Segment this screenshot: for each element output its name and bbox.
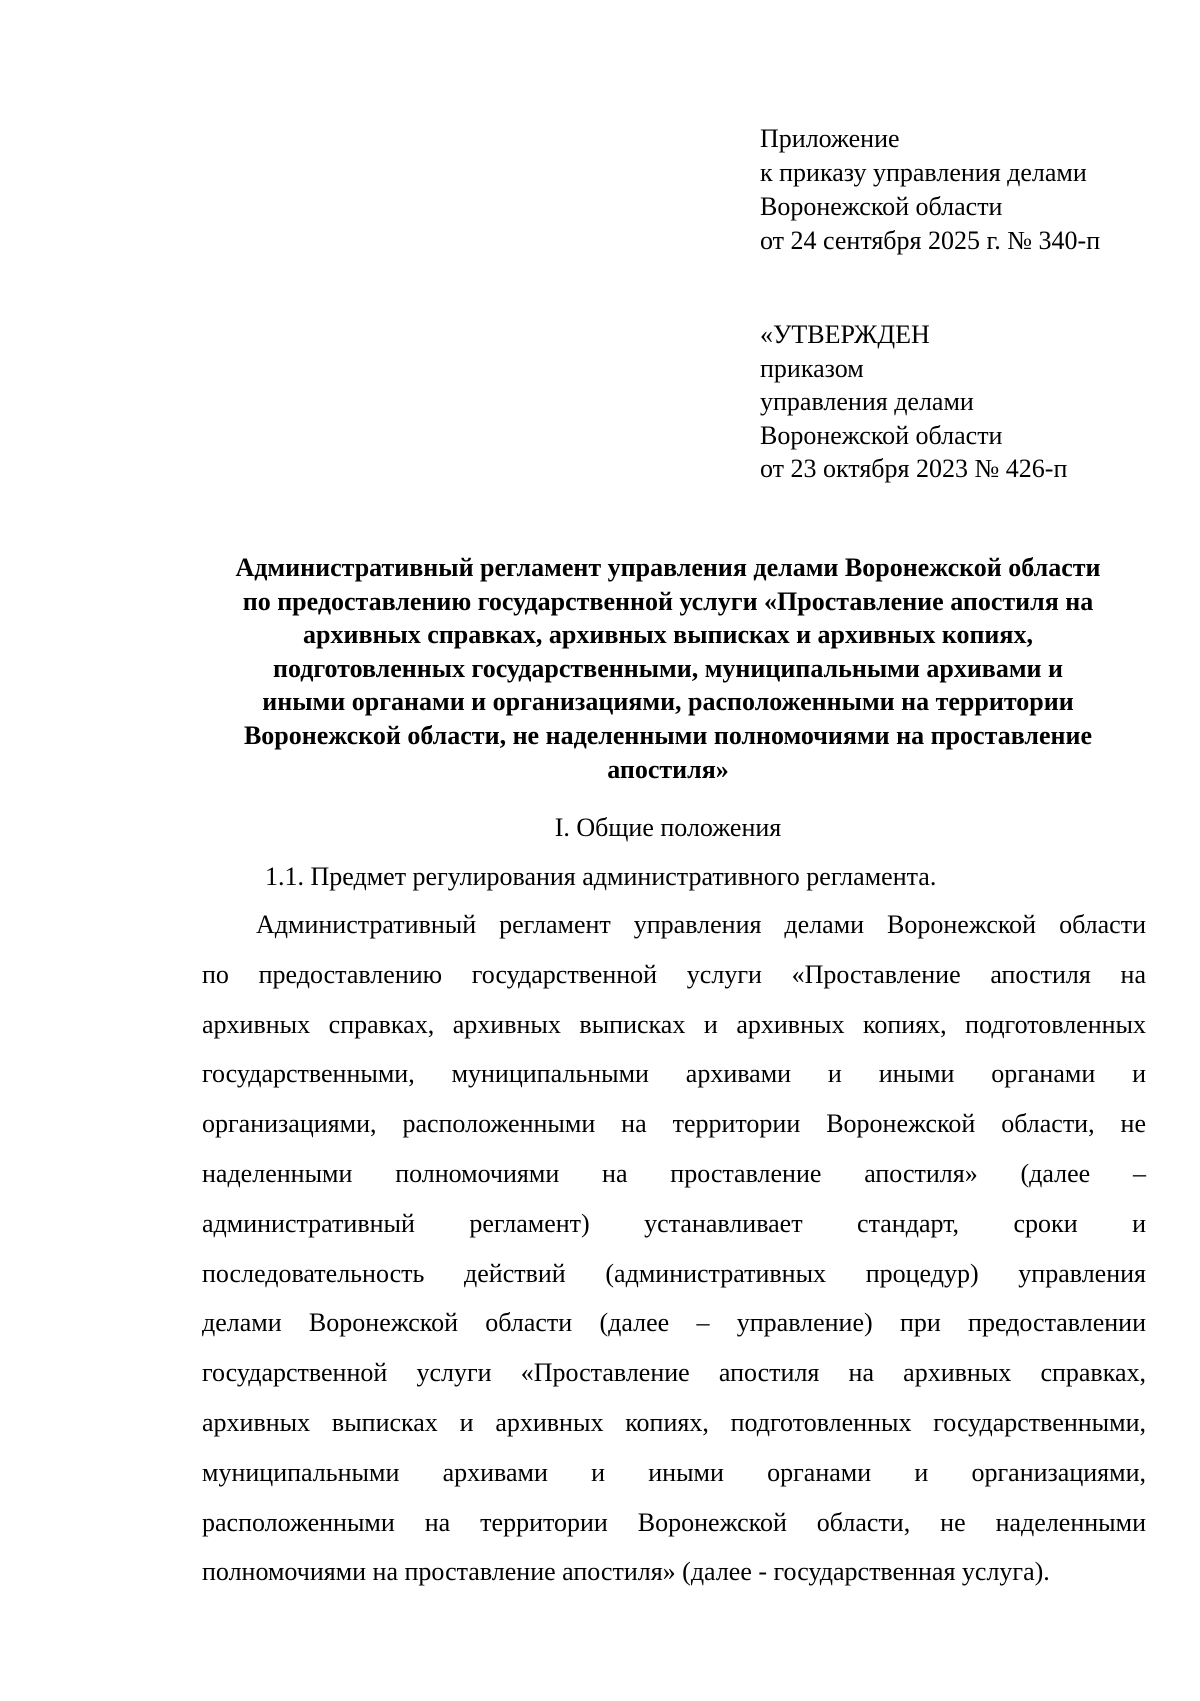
title-line: иными органами и организациями, расположенными на территории: [262, 687, 1074, 717]
body-line: государственными, муниципальными архивами и иными органами и: [202, 1059, 1146, 1089]
body-line: административный регламент) устанавливает стандарт, сроки и: [202, 1208, 1146, 1238]
document-title: [190, 551, 1146, 786]
title-line: Административный регламент управления делами Воронежской области: [235, 553, 1101, 582]
body-line: расположенными на территории Воронежской области, не наделенными: [202, 1507, 1146, 1537]
body-line: организациями, расположенными на территории Воронежской области, не: [202, 1109, 1146, 1139]
body-line: архивных справках, архивных выписках и архивных копиях, подготовленных: [202, 1009, 1146, 1039]
body-line: делами Воронежской области (далее – управление) при предоставлении: [202, 1308, 1146, 1338]
appendix-line: Воронежской области: [760, 192, 1003, 221]
approved-line: «УТВЕРЖДЕН: [760, 320, 930, 349]
appendix-line: к приказу управления делами: [760, 158, 1087, 187]
approved-line: управления делами: [760, 387, 974, 416]
title-line: по предоставлению государственной услуги «Проставление апостиля на: [242, 586, 1094, 616]
appendix-line: Приложение: [760, 124, 900, 153]
body-line: наделенными полномочиями на проставление апостиля» (далее –: [202, 1158, 1146, 1188]
subsection-heading: 1.1. Предмет регулирования административного регламента.: [265, 862, 937, 891]
title-line: подготовленных государственными, муниципальными архивами и: [272, 653, 1064, 683]
body-line: по предоставлению государственной услуги «Проставление апостиля на: [202, 959, 1146, 989]
approved-line: Воронежской области: [760, 420, 1003, 450]
appendix-line: от 24 сентября 2025 г. № 340-п: [760, 226, 1101, 255]
body-line: последовательность действий (административных процедур) управления: [202, 1258, 1146, 1288]
body-line: государственной услуги «Проставление апостиля на архивных справках,: [202, 1358, 1146, 1388]
body-line: Административный регламент управления делами Воронежской области: [256, 910, 1146, 939]
title-line: Воронежской области, не наделенными полномочиями на проставление: [243, 720, 1093, 750]
body-paragraph: [202, 907, 1146, 1604]
section-heading: I. Общие положения: [554, 813, 782, 842]
body-line: архивных выписках и архивных копиях, подготовленных государственными,: [202, 1407, 1146, 1437]
appendix-header: [760, 122, 1180, 258]
approval-stamp-text: [760, 318, 1180, 486]
title-line: апостиля»: [607, 754, 729, 784]
approved-line: от 23 октября 2023 № 426-п: [760, 454, 1068, 483]
body-line: муниципальными архивами и иными органами и организациями,: [202, 1457, 1146, 1487]
title-line: архивных справках, архивных выписках и архивных копиях,: [303, 620, 1033, 650]
body-line: полномочиями на проставление апостиля» (далее - государственная услуга).: [202, 1557, 1050, 1587]
approved-line: приказом: [760, 353, 864, 383]
